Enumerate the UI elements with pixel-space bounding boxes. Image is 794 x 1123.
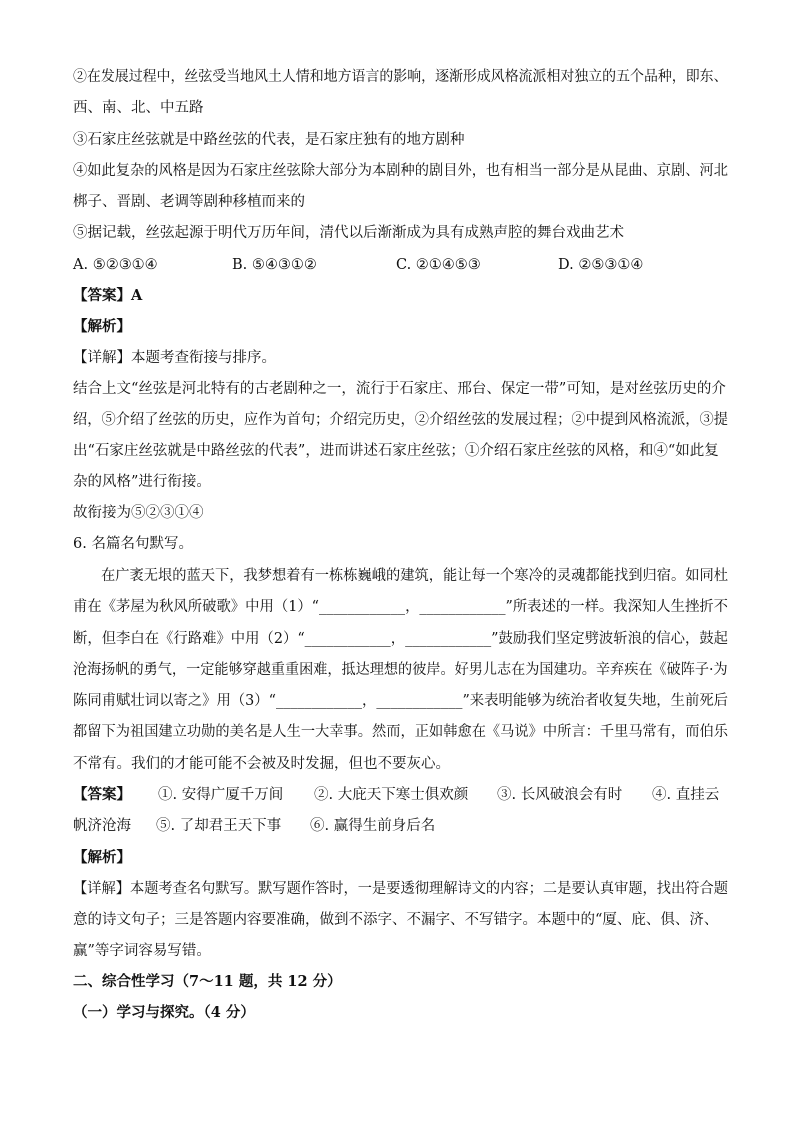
line-s5: ⑤据记载，丝弦起源于明代万历年间，清代以后渐渐成为具有成熟声腔的舞台戏曲艺术 bbox=[73, 225, 624, 241]
q6-answer-1: ①. 安得广厦千万间 bbox=[158, 787, 284, 803]
line-s3: ③石家庄丝弦就是中路丝弦的代表，是石家庄独有的地方剧种 bbox=[73, 132, 465, 148]
q6-answer-4: ④. 直挂云 bbox=[652, 787, 720, 803]
q6-answer-6: ⑥. 赢得生前身后名 bbox=[310, 818, 436, 834]
q6-para-6: 都留下为祖国建立功勋的美名是人生一大幸事。然而，正如韩愈在《马说》中所言：千里马常有，而伯乐 bbox=[73, 724, 728, 740]
line-s2-1: ②在发展过程中，丝弦受当地风土人情和地方语言的影响，逐渐形成风格流派相对独立的五个品种，即东、 bbox=[73, 69, 728, 85]
section-2-heading: 二、综合性学习（7～11 题，共 12 分） bbox=[73, 973, 342, 990]
q6-detail-1: 【详解】本题考查名句默写。默写题作答时，一是要透彻理解诗文的内容；二是要认真审题，找出符合题 bbox=[73, 881, 728, 897]
option-a: A. ⑤②③①④ bbox=[73, 257, 158, 273]
q6-answer-2: ②. 大庇天下寒士俱欢颜 bbox=[314, 787, 469, 803]
q6-answer-4b: 帆济沧海 bbox=[73, 818, 131, 834]
q5-analysis: 【解析】 bbox=[73, 318, 131, 335]
line-s2-2: 西、南、北、中五路 bbox=[73, 100, 204, 116]
q5-detail-1: 【详解】本题考查衔接与排序。 bbox=[73, 350, 276, 366]
q5-detail-2: 结合上文“丝弦是河北特有的古老剧种之一，流行于石家庄、邢台、保定一带”可知，是对丝弦历史的介 bbox=[73, 381, 726, 397]
q6-para-1: 在广袤无垠的蓝天下，我梦想着有一栋栋巍峨的建筑，能让每一个寒冷的灵魂都能找到归宿。如同杜 bbox=[101, 568, 729, 584]
option-b: B. ⑤④③①② bbox=[232, 257, 317, 273]
section-2-sub1: （一）学习与探究。（4 分） bbox=[73, 1004, 255, 1021]
line-s4-2: 梆子、晋剧、老调等剧种移植而来的 bbox=[73, 194, 305, 210]
q6-title: 6. 名篇名句默写。 bbox=[73, 536, 193, 552]
option-d: D. ②⑤③①④ bbox=[558, 257, 644, 273]
q6-answer-3: ③. 长风破浪会有时 bbox=[497, 787, 623, 803]
q6-para-2: 甫在《茅屋为秋风所破歌》中用（1）“____________，____________”所表述的一样。我深知人生挫折不 bbox=[73, 599, 729, 615]
q6-para-4: 沧海扬帆的勇气，一定能够穿越重重困难，抵达理想的彼岸。好男儿志在为国建功。辛弃疾在《破阵子·为 bbox=[73, 662, 728, 678]
q6-para-3: 断，但李白在《行路难》中用（2）“____________，____________”鼓励我们坚定劈波斩浪的信心，鼓起 bbox=[73, 631, 729, 647]
q5-answer: 【答案】A bbox=[73, 287, 143, 304]
q6-detail-2: 意的诗文句子；三是答题内容要准确，做到不添字、不漏字、不写错字。本题中的“厦、庇、俱、济、 bbox=[73, 912, 719, 928]
q6-answer-5: ⑤. 了却君王天下事 bbox=[156, 818, 282, 834]
q6-para-5: 陈同甫赋壮词以寄之》用（3）“____________，____________”来表明能够为统治者收复失地，生前死后 bbox=[73, 693, 729, 709]
q6-analysis: 【解析】 bbox=[73, 849, 131, 866]
q6-detail-3: 赢”等字词容易写错。 bbox=[73, 943, 211, 959]
q5-conclusion: 故衔接为⑤②③①④ bbox=[73, 505, 204, 521]
q5-detail-3: 绍，⑤介绍了丝弦的历史，应作为首句；介绍完历史，②介绍丝弦的发展过程；②中提到风格流派，③提 bbox=[73, 412, 728, 428]
q5-detail-4: 出“石家庄丝弦就是中路丝弦的代表”，进而讲述石家庄丝弦；①介绍石家庄丝弦的风格，和④“如此复 bbox=[73, 443, 719, 459]
q6-para-7: 不常有。我们的才能可能不会被及时发掘，但也不要灰心。 bbox=[73, 756, 450, 772]
line-s4-1: ④如此复杂的风格是因为石家庄丝弦除大部分为本剧种的剧目外，也有相当一部分是从昆曲、京剧、河北 bbox=[73, 163, 728, 179]
option-c: C. ②①④⑤③ bbox=[396, 257, 481, 273]
q5-detail-5: 杂的风格”进行衔接。 bbox=[73, 474, 211, 490]
q6-answer-label: 【答案】 bbox=[73, 786, 131, 803]
